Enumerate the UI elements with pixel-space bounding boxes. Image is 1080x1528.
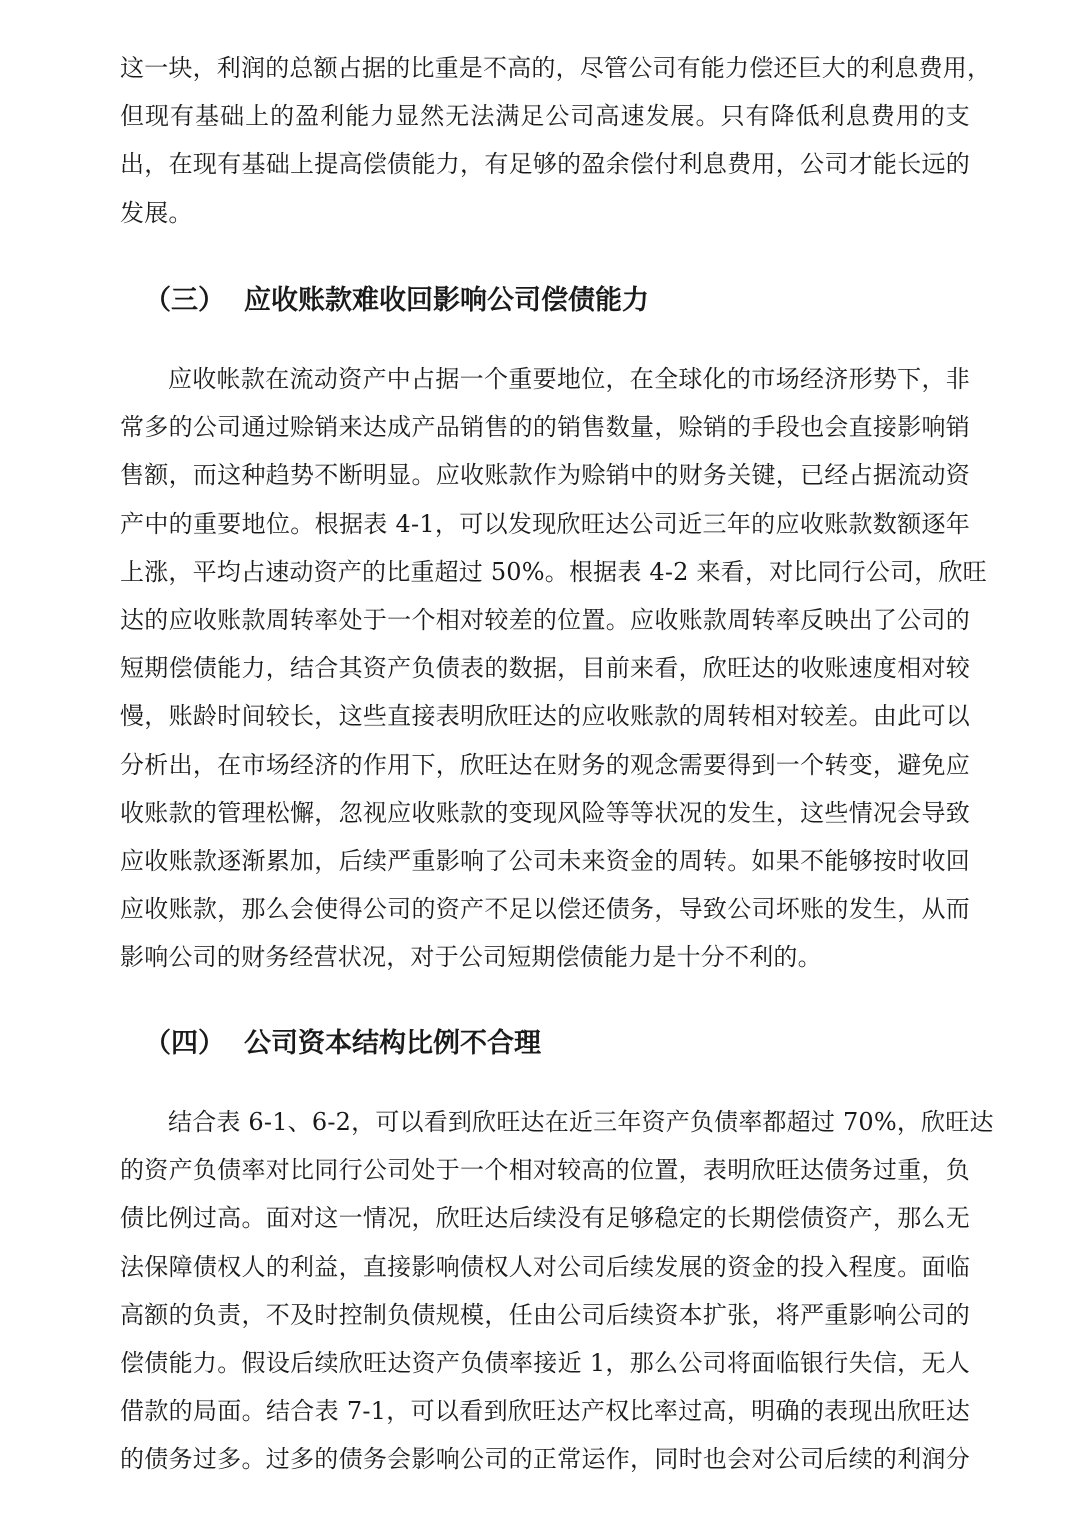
paragraph-line: 应收帐款在流动资产中占据一个重要地位，在全球化的市场经济形势下，非: [168, 365, 970, 393]
section-number: （四）: [144, 1028, 225, 1059]
paragraph-line: 法保障债权人的利益，直接影响债权人对公司后续发展的资金的投入程度。面临: [120, 1252, 970, 1281]
section-title: 应收账款难收回影响公司偿债能力: [244, 285, 649, 316]
paragraph-line: 的债务过多。过多的债务会影响公司的正常运作，同时也会对公司后续的利润分: [120, 1445, 970, 1474]
paragraph-line: 借款的局面。结合表 7-1，可以看到欣旺达产权比率过高，明确的表现出欣旺达: [120, 1397, 970, 1426]
paragraph-line: 发展。: [120, 198, 193, 227]
paragraph-line: 收账款的管理松懈，忽视应收账款的变现风险等等状况的发生，这些情况会导致: [120, 798, 970, 827]
paragraph-line: 达的应收账款周转率处于一个相对较差的位置。应收账款周转率反映出了公司的: [120, 606, 970, 635]
paragraph-line: 但现有基础上的盈利能力显然无法满足公司高速发展。只有降低利息费用的支: [120, 102, 970, 131]
paragraph-line: 短期偿债能力，结合其资产负债表的数据，目前来看，欣旺达的收账速度相对较: [120, 654, 970, 683]
section-heading-4: [144, 1021, 541, 1060]
paragraph-line: 慢，账龄时间较长，这些直接表明欣旺达的应收账款的周转相对较差。由此可以: [120, 702, 970, 731]
paragraph-line: 影响公司的财务经营状况，对于公司短期偿债能力是十分不利的。: [120, 943, 822, 972]
paragraph-line: 上涨，平均占速动资产的比重超过 50%。根据表 4-2 来看，对比同行公司，欣旺: [120, 557, 987, 586]
paragraph-capital-structure: [120, 1098, 994, 1484]
paragraph-line: 结合表 6-1、6-2，可以看到欣旺达在近三年资产负债率都超过 70%，欣旺达: [168, 1108, 994, 1136]
paragraph-interest-coverage: [120, 44, 992, 237]
paragraph-line: 应收账款，那么会使得公司的资产不足以偿还债务，导致公司坏账的发生，从而: [120, 895, 970, 924]
paragraph-line: 债比例过高。面对这一情况，欣旺达后续没有足够稳定的长期偿债资产，那么无: [120, 1204, 970, 1233]
paragraph-line: 这一块，利润的总额占据的比重是不高的，尽管公司有能力偿还巨大的利息费用，: [120, 54, 992, 82]
paragraph-line: 分析出，在市场经济的作用下，欣旺达在财务的观念需要得到一个转变，避免应: [120, 750, 970, 779]
section-number: （三）: [144, 285, 225, 316]
section-title: 公司资本结构比例不合理: [244, 1028, 541, 1059]
paragraph-receivables: [120, 355, 987, 982]
paragraph-line: 售额，而这种趋势不断明显。应收账款作为赊销中的财务关键，已经占据流动资: [120, 461, 970, 490]
paragraph-line: 产中的重要地位。根据表 4-1，可以发现欣旺达公司近三年的应收账款数额逐年: [120, 509, 970, 538]
paragraph-line: 的资产负债率对比同行公司处于一个相对较高的位置，表明欣旺达债务过重，负: [120, 1156, 970, 1185]
paragraph-line: 偿债能力。假设后续欣旺达资产负债率接近 1，那么公司将面临银行失信，无人: [120, 1349, 970, 1378]
paragraph-line: 应收账款逐渐累加，后续严重影响了公司未来资金的周转。如果不能够按时收回: [120, 847, 970, 876]
paragraph-line: 出，在现有基础上提高偿债能力，有足够的盈余偿付利息费用，公司才能长远的: [120, 150, 970, 179]
paragraph-line: 常多的公司通过赊销来达成产品销售的的销售数量，赊销的手段也会直接影响销: [120, 413, 970, 442]
section-heading-3: [144, 278, 649, 317]
paragraph-line: 高额的负责，不及时控制负债规模，任由公司后续资本扩张，将严重影响公司的: [120, 1300, 970, 1329]
